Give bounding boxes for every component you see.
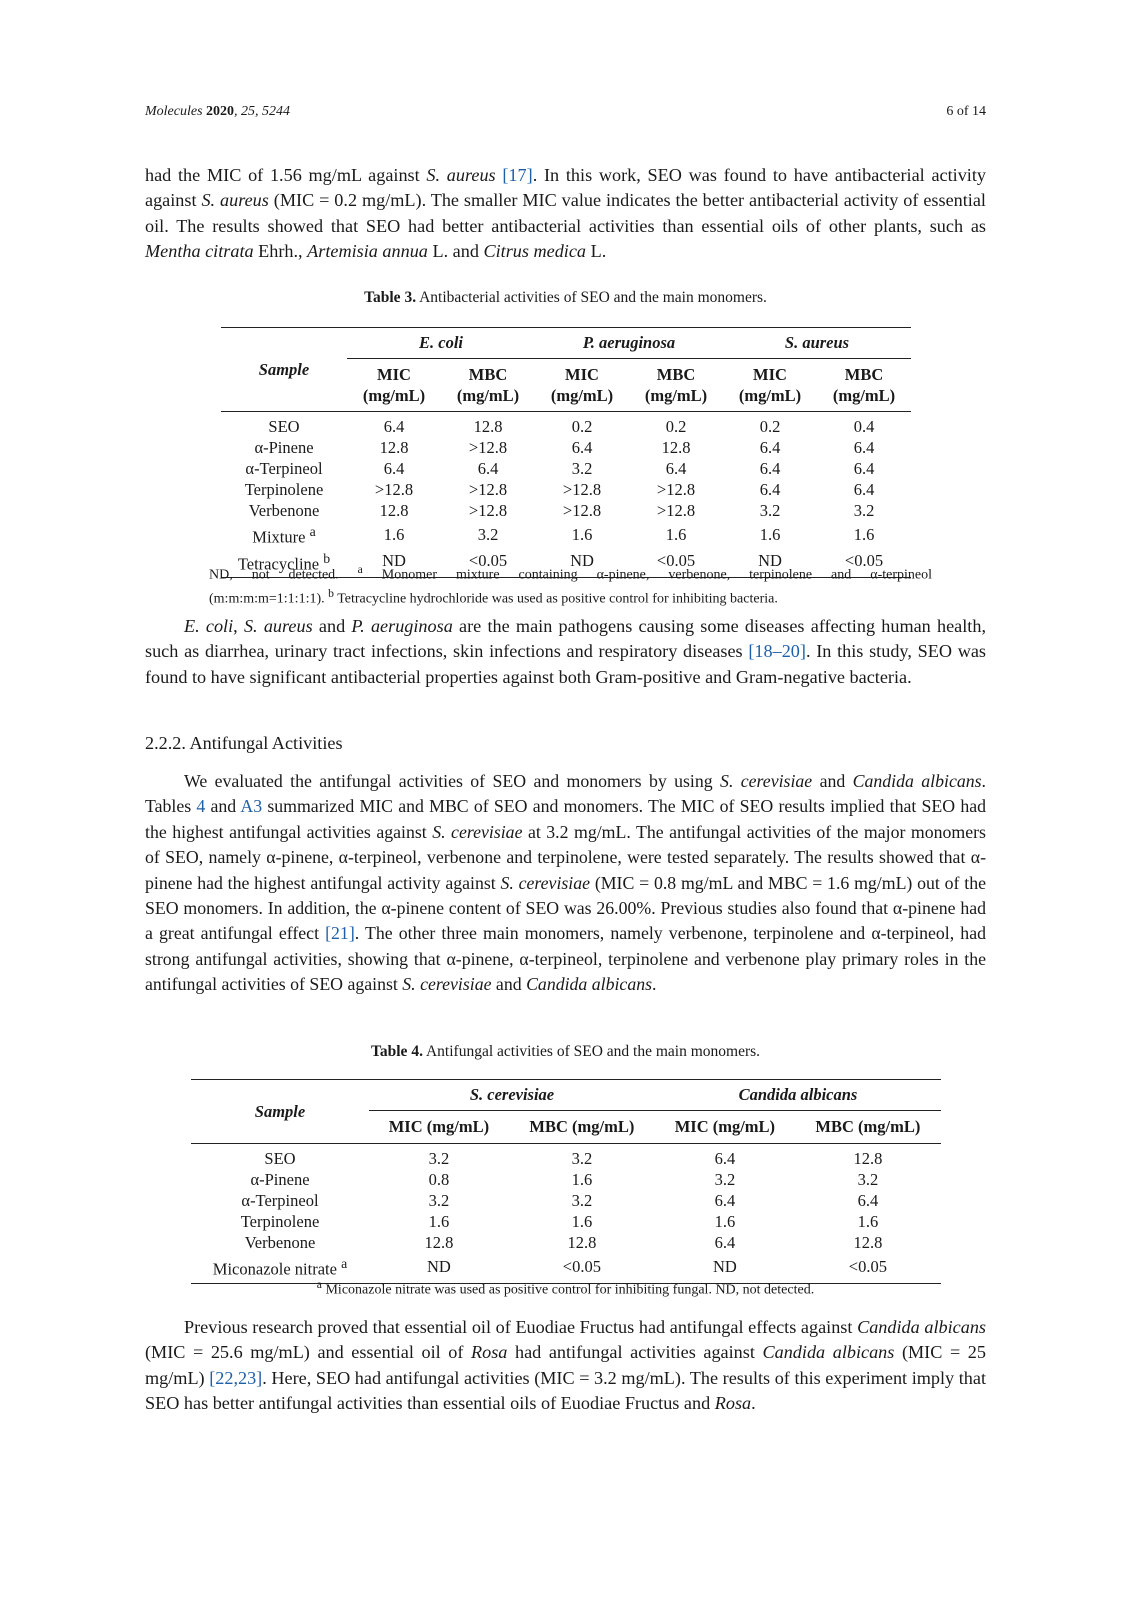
table-row xyxy=(191,1232,941,1253)
table-cell: 6.4 xyxy=(714,1191,736,1210)
table-cell: 12.8 xyxy=(424,1233,454,1252)
table-row xyxy=(191,1211,941,1232)
group-header: E. coli xyxy=(347,328,535,359)
table-cell: >12.8 xyxy=(656,480,696,499)
table-cell: 6.4 xyxy=(759,480,781,499)
table-cell: 3.2 xyxy=(428,1191,450,1210)
column-header: MIC (mg/mL) xyxy=(723,359,817,412)
table-cell: 3.2 xyxy=(571,1191,593,1210)
table-cell: 3.2 xyxy=(857,1170,879,1189)
table-cell: 1.6 xyxy=(714,1212,736,1231)
table-cell: <0.05 xyxy=(848,1256,887,1276)
sample-header: Sample xyxy=(221,328,347,412)
table-cell: 1.6 xyxy=(428,1212,450,1231)
table-cell: 6.4 xyxy=(714,1233,736,1252)
table-4-caption: Table 4. Antifungal activities of SEO and the main monomers. xyxy=(370,1043,761,1060)
table-cell: ND xyxy=(426,1256,451,1276)
table-row xyxy=(221,412,911,438)
table-cell: 3.2 xyxy=(477,524,499,544)
citation-link[interactable]: [17] xyxy=(502,165,533,185)
table-cell: 1.6 xyxy=(571,1212,593,1231)
table-cell: 1.6 xyxy=(383,524,405,544)
table-cell: 3.2 xyxy=(759,501,781,520)
table-cell: >12.8 xyxy=(468,480,508,499)
table-row xyxy=(221,458,911,479)
table-link[interactable]: 4 xyxy=(196,796,206,817)
table-cell: >12.8 xyxy=(468,501,508,520)
table-cell: 0.8 xyxy=(428,1170,450,1189)
sample-name: Miconazole nitrate $^a$ xyxy=(212,1256,348,1279)
table-cell: 6.4 xyxy=(857,1191,879,1210)
sample-name: SEO xyxy=(268,417,300,436)
running-header xyxy=(145,104,986,124)
table-link[interactable]: A3 xyxy=(240,796,263,817)
table-cell: >12.8 xyxy=(656,501,696,520)
sample-name: Verbenone xyxy=(248,501,320,520)
sample-name: Mixture $^a$ xyxy=(252,524,316,547)
journal-citation: Molecules 2020, 25, 5244 xyxy=(145,104,291,119)
table-cell: 6.4 xyxy=(383,417,405,436)
table-4-footnote: $^a$ Miconazole nitrate was used as positive control for inhibiting fungal. ND, not detected. xyxy=(316,1278,815,1298)
group-header: Candida albicans xyxy=(655,1080,941,1111)
table-cell: 1.6 xyxy=(759,524,781,544)
column-header: MBC (mg/mL) xyxy=(817,359,911,412)
paragraph-3: We evaluated the antifungal activities of SEO and monomers by using S. cerevisiae and Candida albicans. Tables 4 and A3 summarized MIC and MBC of SEO and monomers. The MIC of SEO results implied that SEO had the highest antifungal activities against S. cerevisiae at 3.2 mg/mL. The antifungal activities of the major monomers of SEO, namely α-pinene, α-terpineol, verbenone and terpinolene, were tested separately. The results showed that α-pinene had the highest antifungal activity against S. cerevisiae (MIC = 0.8 mg/mL and MBC = 1.6 mg/mL) out of the SEO monomers. In addition, the α-pinene content of SEO was 26.00%. Previous studies also found that α-pinene had a great antifungal effect [21]. The other three main monomers, namely verbenone, terpinolene and α-terpineol, had strong antifungal activities, showing that α-pinene, α-terpineol, terpinolene and verbenone play primary roles in the antifungal activities of SEO against S. cerevisiae and Candida albicans. xyxy=(145,771,986,995)
table-cell: 3.2 xyxy=(571,459,593,478)
table-3 xyxy=(221,327,911,578)
sample-header: Sample xyxy=(191,1080,369,1144)
table-cell: >12.8 xyxy=(562,480,602,499)
table-cell: 12.8 xyxy=(379,438,409,457)
table-cell: 6.4 xyxy=(759,459,781,478)
paragraph-2: E. coli, S. aureus and P. aeruginosa are the main pathogens causing some diseases affecting human health, such as diarrhea, urinary tract infections, skin infections and respiratory diseases [18–20]. In this study, SEO was found to have significant antibacterial properties against both Gram-positive and Gram-negative bacteria. xyxy=(145,616,986,687)
paragraph-1: had the MIC of 1.56 mg/mL against S. aureus [17]. In this work, SEO was found to have antibacterial activity against S. aureus (MIC = 0.2 mg/mL). The smaller MIC value indicates the better antibacterial activity of essential oil. The results showed that SEO had better antibacterial activities than essential oils of other plants, such as Mentha citrata Ehrh., Artemisia annua L. and Citrus medica L. xyxy=(145,165,986,262)
table-cell: >12.8 xyxy=(374,480,414,499)
table-3-caption: Table 3. Antibacterial activities of SEO and the main monomers. xyxy=(364,289,767,306)
table-cell: 12.8 xyxy=(853,1149,883,1168)
citation-link[interactable]: [21] xyxy=(325,923,355,944)
sample-name: Terpinolene xyxy=(244,480,324,499)
table-cell: 6.4 xyxy=(714,1149,736,1168)
table-cell: 6.4 xyxy=(853,459,875,478)
table-cell: ND xyxy=(382,551,406,571)
table-cell: 1.6 xyxy=(665,524,687,544)
table-cell: 12.8 xyxy=(567,1233,597,1252)
table-cell: 6.4 xyxy=(665,459,687,478)
table-cell: 6.4 xyxy=(853,438,875,457)
table-cell: 1.6 xyxy=(571,1170,593,1189)
table-row xyxy=(191,1144,941,1170)
column-header: MIC (mg/mL) xyxy=(535,359,629,412)
table-row xyxy=(191,1169,941,1190)
sample-name: Verbenone xyxy=(244,1233,316,1252)
column-header: MIC (mg/mL) xyxy=(369,1111,509,1144)
table-3-footnote: ND, not detected. $^a$ Monomer mixture containing α-pinene, verbenone, terpinolene and α-terpineol (m:m:m:m=1:1:1:1). $^b$ Tetracycline hydrochloride was used as positive control for inhibiting bacteria. xyxy=(209,563,932,607)
table-cell: 6.4 xyxy=(383,459,405,478)
column-header: MBC (mg/mL) xyxy=(795,1111,941,1144)
table-cell: >12.8 xyxy=(468,438,508,457)
table-cell: <0.05 xyxy=(656,551,696,571)
citation-link[interactable]: [18–20] xyxy=(748,641,806,662)
table-cell: 6.4 xyxy=(853,480,875,499)
citation-link[interactable]: [22,23] xyxy=(209,1367,263,1388)
table-row xyxy=(221,479,911,500)
column-header: MBC (mg/mL) xyxy=(509,1111,655,1144)
table-cell: 0.4 xyxy=(853,417,875,436)
section-heading: 2.2.2. Antifungal Activities xyxy=(145,733,343,753)
column-header: MIC (mg/mL) xyxy=(347,359,441,412)
sample-name: Tetracycline $^b$ xyxy=(237,550,331,573)
table-cell: 1.6 xyxy=(571,524,593,544)
table-cell: 6.4 xyxy=(571,438,593,457)
table-cell: 1.6 xyxy=(853,524,875,544)
table-cell: 12.8 xyxy=(379,501,409,520)
table-cell: <0.05 xyxy=(562,1256,601,1276)
table-cell: 3.2 xyxy=(428,1149,450,1168)
table-cell: 3.2 xyxy=(714,1170,736,1189)
table-cell: 12.8 xyxy=(853,1233,883,1252)
table-cell: 0.2 xyxy=(665,417,687,436)
table-cell: 6.4 xyxy=(477,459,499,478)
table-cell: ND xyxy=(570,551,594,571)
table-row xyxy=(221,500,911,521)
sample-name: α-Terpineol xyxy=(241,1191,319,1210)
paragraph-4: Previous research proved that essential oil of Euodiae Fructus had antifungal effects against Candida albicans (MIC = 25.6 mg/mL) and essential oil of Rosa had antifungal activities against Candida albicans (MIC = 25 mg/mL) [22,23]. Here, SEO had antifungal activities (MIC = 3.2 mg/mL). The results of this experiment imply that SEO has better antifungal activities than essential oils of Euodiae Fructus and Rosa. xyxy=(145,1317,986,1414)
sample-name: α-Pinene xyxy=(254,438,314,457)
column-header: MBC (mg/mL) xyxy=(629,359,723,412)
group-header: S. aureus xyxy=(723,328,911,359)
table-cell: ND xyxy=(712,1256,737,1276)
column-header: MIC (mg/mL) xyxy=(655,1111,795,1144)
group-header: S. cerevisiae xyxy=(369,1080,655,1111)
table-4 xyxy=(191,1079,941,1284)
table-cell: ND xyxy=(758,551,782,571)
table-cell: 0.2 xyxy=(571,417,593,436)
table-row xyxy=(221,521,911,548)
table-cell: >12.8 xyxy=(562,501,602,520)
table-cell: <0.05 xyxy=(468,551,508,571)
table-row xyxy=(221,437,911,458)
sample-name: SEO xyxy=(264,1149,296,1168)
table-cell: <0.05 xyxy=(844,551,884,571)
sample-name: α-Pinene xyxy=(250,1170,310,1189)
page-number: 6 of 14 xyxy=(946,104,986,119)
table-cell: 1.6 xyxy=(857,1212,879,1231)
group-header: P. aeruginosa xyxy=(535,328,723,359)
table-row xyxy=(191,1190,941,1211)
table-cell: 3.2 xyxy=(571,1149,593,1168)
sample-name: α-Terpineol xyxy=(245,459,323,478)
column-header: MBC (mg/mL) xyxy=(441,359,535,412)
sample-name: Terpinolene xyxy=(240,1212,320,1231)
table-cell: 3.2 xyxy=(853,501,875,520)
table-cell: 6.4 xyxy=(759,438,781,457)
table-cell: 12.8 xyxy=(661,438,691,457)
table-cell: 0.2 xyxy=(759,417,781,436)
table-cell: 12.8 xyxy=(473,417,503,436)
